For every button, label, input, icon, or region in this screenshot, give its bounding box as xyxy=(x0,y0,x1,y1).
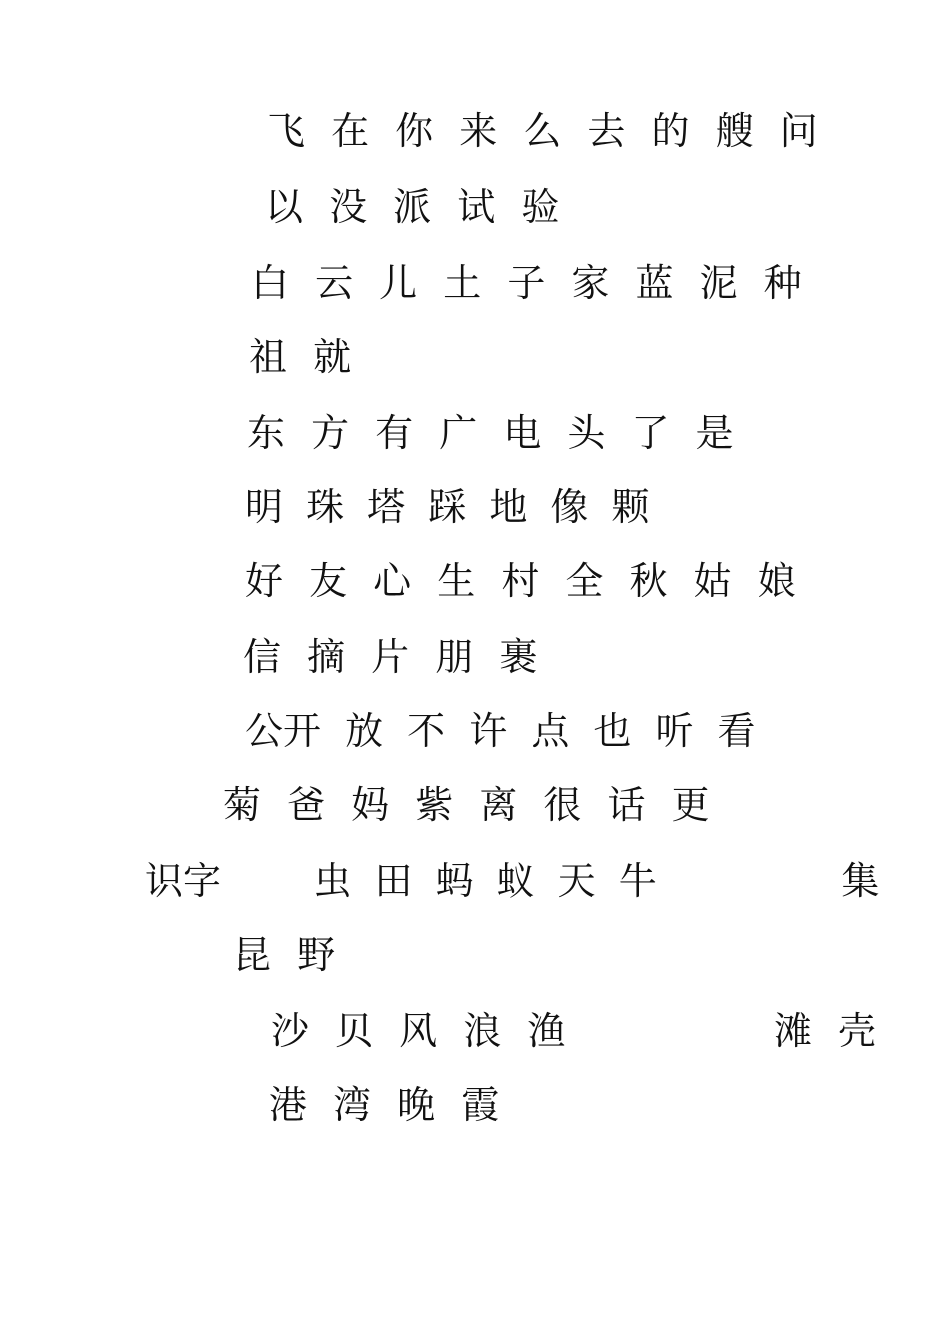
text-line-14: 港 湾 晚 霞 xyxy=(269,1083,500,1127)
text-line-11: 识字 虫 田 蚂 蚁 天 牛 集 xyxy=(145,859,880,903)
text-line-5: 东 方 有 广 电 头 了 是 xyxy=(247,411,734,455)
text-line-12: 昆 野 xyxy=(233,933,336,977)
text-line-4: 祖 就 xyxy=(249,335,352,379)
text-line-9: 公开 放 不 许 点 也 听 看 xyxy=(245,709,756,753)
text-line-6: 明 珠 塔 踩 地 像 颗 xyxy=(245,485,650,529)
text-line-10: 菊 爸 妈 紫 离 很 话 更 xyxy=(223,783,710,827)
text-line-3: 白 云 儿 土 子 家 蓝 泥 种 xyxy=(251,261,802,305)
text-line-2: 以 没 派 试 验 xyxy=(265,185,560,229)
text-line-7: 好 友 心 生 村 全 秋 姑 娘 xyxy=(245,559,796,603)
text-line-13: 沙 贝 风 浪 渔 滩 壳 xyxy=(271,1009,877,1053)
text-line-1: 飞 在 你 来 么 去 的 艘 问 xyxy=(267,109,818,153)
text-line-8: 信 摘 片 朋 裹 xyxy=(243,635,538,679)
